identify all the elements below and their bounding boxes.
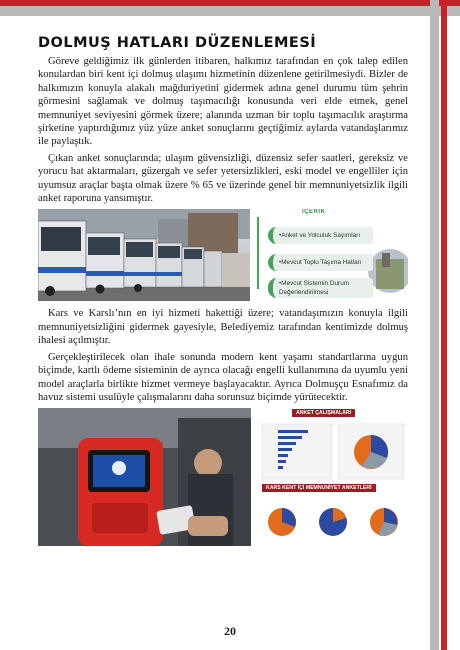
paragraph-new-system: Gerçekleştirilecek olan ihale sonunda modern kent yaşamı standartlarına uygun biçimde, kartlı ödeme sisteminin de ayrıca olacağı engelli kullanımına da uyumlu yeni model araçlarla birlikte hizmet vermeye başlayacaktır. Ayrıca Dolmuşçu Esnafımız da havuz sistemi usulüyle çalışmalarını daha sorunsuz biçimde yürütecektir. [38,351,408,403]
content-diagram [250,209,408,301]
article-title: DOLMUŞ HATLARI DÜZENLEMESİ [38,35,317,51]
right-red-stripe [441,0,447,650]
diagram-title: İÇERİK [302,209,326,216]
card-payment-photo [38,408,251,546]
survey-top-title: ANKET ÇALIŞMALARI [292,409,355,417]
diagram-item-lines: •Mevcut Toplu Taşıma Hatları [268,254,373,271]
top-gray-stripe [0,6,460,16]
survey-charts-panel [258,408,408,546]
image-row-payment [38,408,408,546]
page-number: 20 [224,624,236,638]
paragraph-tender: Kars ve Karslı’nın en iyi hizmeti hakettiği üzere; vatandaşımızın konuyla ilgili memnuniyetsizliğini gidermek gayesiyle, Belediyemiz tarafından kentimizde dolmuş ihalesi açılmıştır. [38,308,408,347]
minibus-line-photo [38,209,250,301]
diagram-item-assessment: •Mevcut Sistemin Durum Değerlendirilmesi [268,278,373,298]
image-row-bus [38,209,408,301]
diagram-item-survey: •Anket ve Yolculuk Sayımları [268,227,373,244]
article [38,35,408,552]
paragraph-intro: Göreve geldiğimiz ilk günlerden itibaren, halkımız tarafından en çok talep edilen konulardan biri kent içi dolmuş ulaşımı hizmetinin düzenlene getirilmesiydi. Bizler de halkımızın konuyla alakalı mağduriyetini gidermek adına genel durumu tüm şehrin görmesini sağlamak ve dolmuş taşımacılığı konusunda veri elde etmek, genel memnuniyet seviyesini görmek üzere; alanında uzman bir toplu taşımacılık araştırma şirketine yaptırdığımız yüz yüze anket sonuçlarını geçtiğimiz aylarda vatandaşlarımız ile paylaştık. [38,56,408,148]
paragraph-survey-results: Çıkan anket sonuçlarında; ulaşım güvensizliği, düzensiz sefer saatleri, gereksiz ve yorucu hat aktarmaları, güzergah ve sefer yetersizlikleri, eski model ve engelliler için uyumsuz araçlar başta olmak üzere % 65 ve üzerinde genel bir memnuniyetsizlik ilgili anket raporuna yansımıştır. [38,152,408,205]
right-gray-stripe [430,0,439,650]
survey-bottom-title: KARS KENT İÇİ MEMNUNİYET ANKETLERİ [262,484,376,492]
